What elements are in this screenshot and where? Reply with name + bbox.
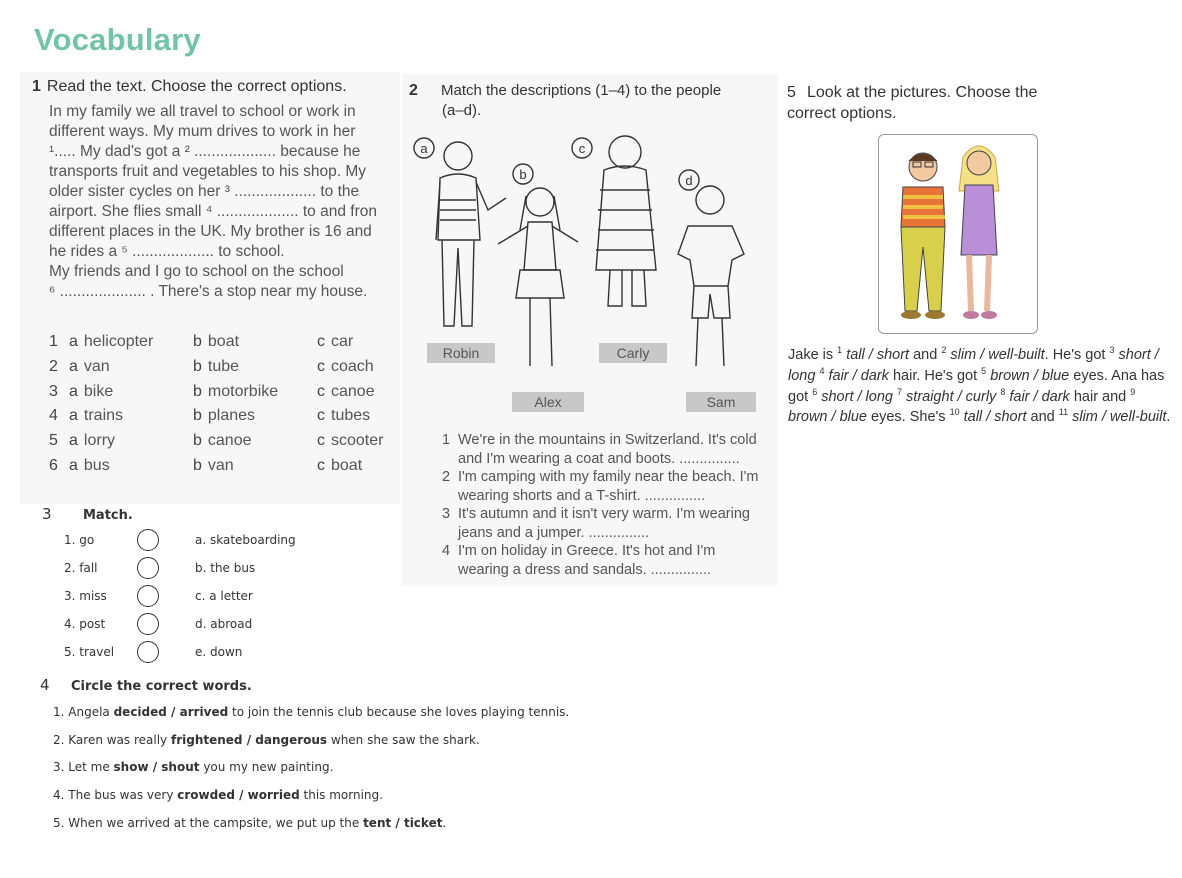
section-1-passage xyxy=(49,102,399,302)
match-left: 5. travel xyxy=(64,645,115,659)
match-row xyxy=(64,610,364,638)
sentence-item xyxy=(53,699,653,727)
passage-line: he rides a ⁵ ................... to school. xyxy=(49,243,285,260)
section-heading-text: correct options. xyxy=(787,105,897,122)
option-text: bus xyxy=(83,456,110,474)
option-text: planes xyxy=(207,407,256,425)
person-ana xyxy=(959,146,999,319)
option-a[interactable] xyxy=(69,407,193,425)
option-text: boat xyxy=(207,333,240,351)
page-title: Vocabulary xyxy=(34,22,201,57)
person-alex xyxy=(498,188,578,366)
paragraph-text: eyes. She's xyxy=(867,409,946,426)
section-4-items xyxy=(53,699,653,837)
word-choice[interactable]: brown / blue xyxy=(788,409,867,426)
option-letter: c xyxy=(317,432,325,450)
option-row xyxy=(49,330,394,355)
passage-line: In my family we all travel to school or work in xyxy=(49,103,356,120)
option-b[interactable] xyxy=(193,407,317,425)
description-item xyxy=(442,542,776,579)
word-choice[interactable]: tall / short xyxy=(842,347,910,363)
section-number: 3 xyxy=(42,505,52,523)
match-row xyxy=(64,638,364,666)
option-text: coach xyxy=(331,358,374,376)
section-3-heading xyxy=(42,505,133,523)
section-3-match xyxy=(64,526,364,666)
option-text: trains xyxy=(83,407,124,425)
paragraph-text: hair and xyxy=(1069,388,1131,405)
option-c[interactable] xyxy=(317,358,374,376)
option-letter: a xyxy=(69,382,78,400)
match-left: 2. fall xyxy=(64,561,98,575)
option-number: 6 xyxy=(812,386,818,397)
match-left: 1. go xyxy=(64,533,95,547)
sentence-item xyxy=(53,754,653,782)
option-letter: c xyxy=(317,382,325,400)
word-choice[interactable]: fair / dark xyxy=(1005,388,1070,405)
description-line: I'm on holiday in Greece. It's hot and I'm xyxy=(458,543,716,559)
option-text: lorry xyxy=(83,432,116,450)
option-b[interactable] xyxy=(193,457,317,475)
option-letter: c xyxy=(317,407,325,425)
option-a[interactable] xyxy=(69,358,193,376)
option-row xyxy=(49,379,394,404)
option-a[interactable] xyxy=(69,383,193,401)
description-line: wearing shorts and a T-shirt. ............... xyxy=(458,487,706,504)
description-line: jeans and a jumper. ............... xyxy=(458,524,650,541)
option-number: 5 xyxy=(49,432,58,450)
option-letter: a xyxy=(69,333,78,351)
people-illustration xyxy=(410,130,774,420)
name-tag: Sam xyxy=(686,392,756,412)
description-number: 2 xyxy=(442,469,451,485)
person-sam xyxy=(678,186,744,366)
option-a[interactable] xyxy=(69,333,193,351)
match-row xyxy=(64,554,364,582)
section-heading-text: Match the descriptions (1–4) to the people xyxy=(441,82,722,99)
option-letter: a xyxy=(69,432,78,450)
sentence-item xyxy=(53,727,653,755)
letter-label: d xyxy=(685,173,693,188)
option-b[interactable] xyxy=(193,432,317,450)
passage-line: transports fruit and vegetables to his shop. My xyxy=(49,163,367,180)
description-line: It's autumn and it isn't very warm. I'm wearing xyxy=(458,506,750,522)
option-letter: b xyxy=(193,432,202,450)
sentence-item xyxy=(53,782,653,810)
sentence-text: . xyxy=(442,815,447,830)
person-robin xyxy=(436,142,506,326)
option-text: van xyxy=(207,456,234,474)
sentence-item xyxy=(53,810,653,838)
letter-label: a xyxy=(420,141,428,156)
passage-line: ¹..... My dad's got a ² ................... because he xyxy=(49,143,361,160)
description-number: 4 xyxy=(442,543,451,559)
option-a[interactable] xyxy=(69,457,193,475)
section-1-heading xyxy=(32,78,347,96)
word-choice[interactable]: slim / well-built xyxy=(1068,409,1167,426)
section-heading-text: Read the text. Choose the correct options. xyxy=(46,78,347,95)
match-row xyxy=(64,526,364,554)
sentence-text: when she saw the shark. xyxy=(327,732,480,747)
paragraph-text: hair. He's got xyxy=(888,367,982,384)
option-c[interactable] xyxy=(317,383,375,401)
section-number: 4 xyxy=(40,676,50,694)
answer-circle[interactable] xyxy=(137,557,159,579)
match-left: 4. post xyxy=(64,617,106,631)
description-item xyxy=(442,468,776,505)
word-choice[interactable]: short / long xyxy=(817,388,897,405)
paragraph-text: . He's got xyxy=(1044,347,1106,363)
word-choice[interactable]: decided / arrived xyxy=(113,705,229,719)
sentence-text: 2. Karen was really xyxy=(53,732,171,747)
section-2-descriptions xyxy=(442,431,776,579)
description-item xyxy=(442,505,776,542)
word-choice[interactable]: frightened / dangerous xyxy=(170,732,328,747)
sentence-text: to join the tennis club because she loves playing tennis. xyxy=(228,705,570,719)
match-right: e. down xyxy=(195,645,243,659)
option-number: 5 xyxy=(981,365,987,376)
sentence-text: 4. The bus was very xyxy=(53,788,178,803)
word-choice[interactable]: crowded / worried xyxy=(177,788,300,803)
option-letter: b xyxy=(193,333,202,351)
option-letter: b xyxy=(193,382,202,400)
word-choice[interactable]: straight / curly xyxy=(902,388,997,405)
option-letter: c xyxy=(317,333,325,351)
passage-line: different ways. My mum drives to work in her xyxy=(49,123,356,140)
match-right: b. the bus xyxy=(195,561,256,575)
section-number: 5 xyxy=(787,84,796,101)
passage-line: My friends and I go to school on the school xyxy=(49,263,344,280)
word-choice[interactable]: show / shout xyxy=(113,760,200,775)
name-tag: Robin xyxy=(427,343,495,363)
option-letter: a xyxy=(69,358,78,376)
sentence-text: you my new painting. xyxy=(199,760,334,775)
option-letter: b xyxy=(193,407,202,425)
match-row xyxy=(64,582,364,610)
option-text: scooter xyxy=(331,432,384,450)
option-number: 2 xyxy=(941,345,947,356)
name-tag: Alex xyxy=(512,392,584,412)
option-number: 6 xyxy=(49,456,58,474)
option-text: motorbike xyxy=(207,382,279,400)
option-b[interactable] xyxy=(193,358,317,376)
option-text: helicopter xyxy=(83,333,154,351)
option-row xyxy=(49,429,394,454)
option-row xyxy=(49,404,394,429)
option-text: boat xyxy=(331,456,363,474)
description-line: and I'm wearing a coat and boots. ............... xyxy=(458,450,740,467)
option-number: 2 xyxy=(49,358,58,376)
option-number: 7 xyxy=(897,386,903,397)
option-text: van xyxy=(83,358,110,376)
description-line: wearing a dress and sandals. ............... xyxy=(458,561,712,578)
person-carly xyxy=(596,136,656,306)
match-left: 3. miss xyxy=(64,589,107,603)
section-5-paragraph xyxy=(788,345,1172,428)
answer-circle[interactable] xyxy=(137,585,159,607)
option-letter: b xyxy=(193,456,202,474)
option-number: 1 xyxy=(837,345,843,356)
paragraph-text: eyes. Ana has got xyxy=(788,367,1165,405)
option-letter: b xyxy=(193,358,202,376)
sentence-text: this morning. xyxy=(299,788,383,803)
section-4-heading xyxy=(40,676,252,694)
option-number: 4 xyxy=(819,365,825,376)
section-heading-text: Circle the correct words. xyxy=(71,679,252,694)
section-heading-text: Look at the pictures. Choose the xyxy=(807,84,1038,101)
answer-circle[interactable] xyxy=(137,613,159,635)
option-number: 11 xyxy=(1058,407,1069,418)
match-right: a. skateboarding xyxy=(195,533,296,547)
option-number: 9 xyxy=(1130,386,1136,397)
description-number: 3 xyxy=(442,506,451,522)
option-c[interactable] xyxy=(317,457,362,475)
option-text: car xyxy=(331,333,354,351)
jake-and-ana-illustration xyxy=(879,135,1037,333)
option-text: bike xyxy=(83,382,114,400)
option-letter: c xyxy=(317,358,325,376)
option-letter: c xyxy=(317,456,325,474)
answer-circle[interactable] xyxy=(137,529,159,551)
word-choice[interactable]: tall / short xyxy=(959,409,1027,426)
description-line: We're in the mountains in Switzerland. It's cold xyxy=(458,432,757,448)
letter-label: c xyxy=(578,141,586,156)
sentence-text: 3. Let me xyxy=(53,760,114,775)
option-row xyxy=(49,453,394,478)
name-tag: Carly xyxy=(599,343,667,363)
word-choice[interactable]: brown / xyxy=(986,367,1038,384)
option-row xyxy=(49,355,394,380)
sentence-text: 5. When we arrived at the campsite, we put up the xyxy=(53,815,364,830)
passage-line: different places in the UK. My brother is 16 and xyxy=(49,223,372,240)
match-right: c. a letter xyxy=(195,589,253,603)
section-2-heading-line2: (a–d). xyxy=(442,102,482,119)
section-heading-text: Match. xyxy=(83,508,133,523)
paragraph-text: and xyxy=(909,347,942,363)
passage-line: ⁶ .................... . There's a stop near my house. xyxy=(49,283,368,300)
word-choice[interactable]: short / long xyxy=(788,347,1159,384)
section-2-heading xyxy=(409,82,721,100)
person-jake xyxy=(901,153,945,319)
option-number: 3 xyxy=(1109,345,1115,356)
option-letter: a xyxy=(69,456,78,474)
passage-line: older sister cycles on her ³ ................... to the xyxy=(49,183,360,200)
paragraph-text: . xyxy=(1166,409,1171,426)
option-text: tubes xyxy=(331,407,371,425)
word-choice[interactable]: blue xyxy=(1041,367,1070,384)
option-a[interactable] xyxy=(69,432,193,450)
option-number: 8 xyxy=(1000,386,1006,397)
sentence-text: 1. Angela xyxy=(53,705,114,719)
option-text: canoe xyxy=(331,382,375,400)
description-number: 1 xyxy=(442,432,451,448)
option-c[interactable] xyxy=(317,333,353,351)
section-number: 2 xyxy=(409,82,418,99)
word-choice[interactable]: tent / ticket xyxy=(363,815,443,830)
section-5-heading xyxy=(787,82,1037,124)
option-b[interactable] xyxy=(193,383,317,401)
word-choice[interactable]: slim / well-built xyxy=(946,347,1045,363)
description-item xyxy=(442,431,776,468)
jake-ana-picture xyxy=(878,134,1038,334)
section-number: 1 xyxy=(32,78,41,95)
description-line: I'm camping with my family near the beach. I'm xyxy=(458,469,759,485)
paragraph-text: and xyxy=(1026,409,1059,426)
option-text: canoe xyxy=(207,432,252,450)
paragraph-text: Jake is xyxy=(788,347,838,363)
answer-circle[interactable] xyxy=(137,641,159,663)
option-number: 10 xyxy=(949,407,960,418)
option-number: 3 xyxy=(49,382,58,400)
match-right: d. abroad xyxy=(195,617,253,631)
letter-label: b xyxy=(519,167,527,182)
passage-line: airport. She flies small ⁴ ................... to and fron xyxy=(49,203,377,220)
option-text: tube xyxy=(207,358,240,376)
section-1-options xyxy=(49,330,394,478)
option-number: 1 xyxy=(49,333,58,351)
option-number: 4 xyxy=(49,407,58,425)
word-choice[interactable]: fair / dark xyxy=(824,367,889,384)
option-b[interactable] xyxy=(193,333,317,351)
option-letter: a xyxy=(69,407,78,425)
option-c[interactable] xyxy=(317,407,370,425)
option-c[interactable] xyxy=(317,432,383,450)
